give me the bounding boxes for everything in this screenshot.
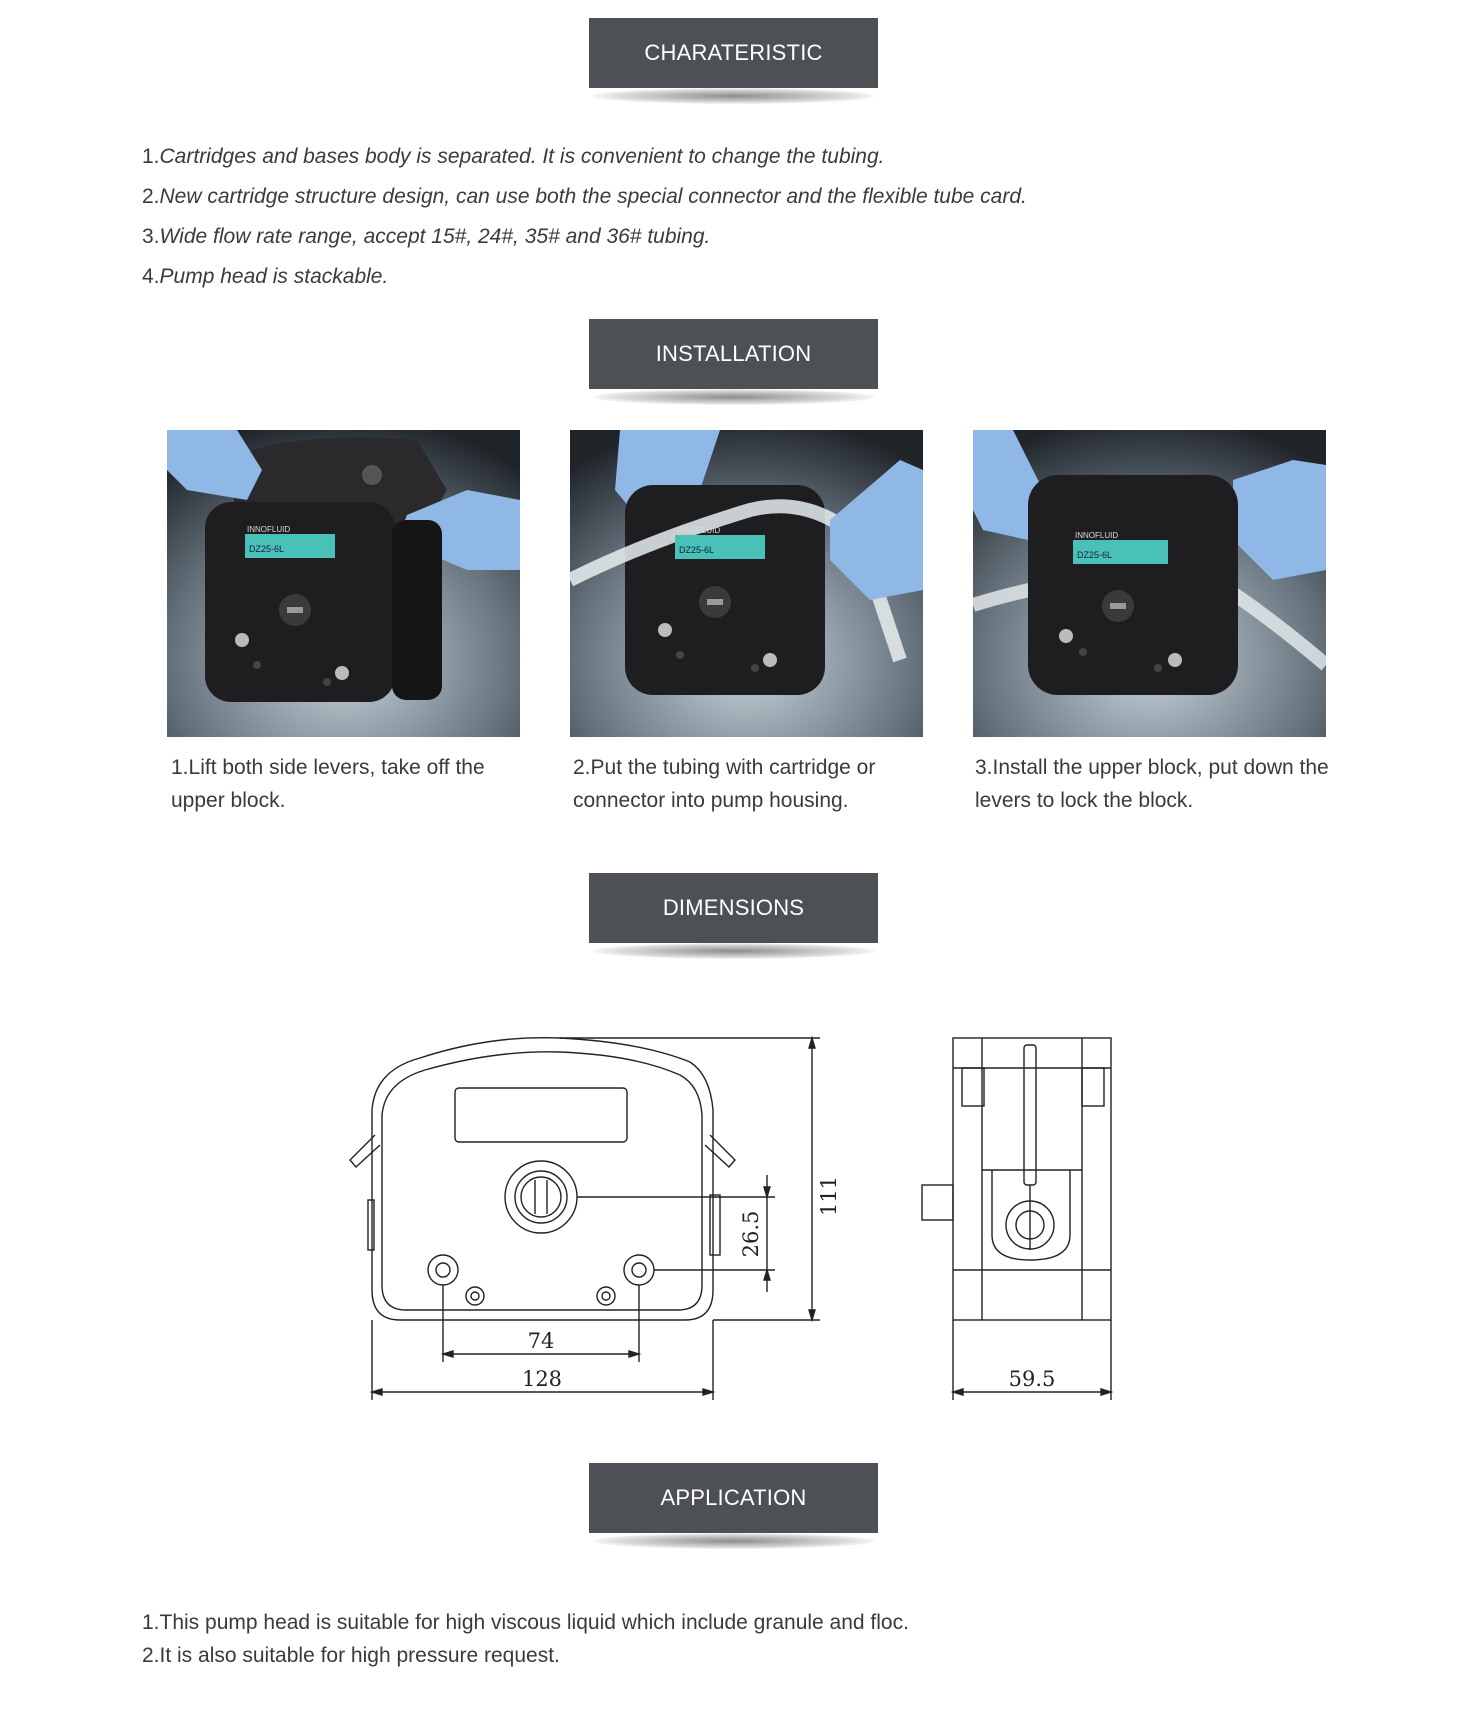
header-shadow — [592, 88, 875, 104]
list-item: 1.Cartridges and bases body is separated. It is convenient to change the tubing. — [142, 145, 885, 168]
installation-photo-step-3 — [973, 430, 1326, 737]
header-shadow — [592, 389, 875, 405]
section-header-charateristic — [589, 18, 878, 88]
svg-text:DZ25-6L: DZ25-6L — [1077, 550, 1113, 560]
list-item: 1.This pump head is suitable for high viscous liquid which include granule and floc. — [142, 1611, 909, 1634]
svg-text:INNOFLUID: INNOFLUID — [247, 525, 291, 534]
list-item: 2.New cartridge structure design, can use both the special connector and the flexible tube card. — [142, 185, 1027, 208]
installation-caption-step-3: 3.Install the upper block, put down the levers to lock the block. — [975, 756, 1329, 812]
section-header-application — [589, 1463, 878, 1533]
section-title: DIMENSIONS — [662, 895, 805, 920]
svg-text:DZ25-6L: DZ25-6L — [249, 544, 285, 554]
svg-text:INNOFLUID: INNOFLUID — [1075, 531, 1119, 540]
list-item: 4.Pump head is stackable. — [142, 265, 389, 288]
header-shadow — [592, 943, 875, 959]
installation-caption-step-2: 2.Put the tubing with cartridge or connector into pump housing. — [573, 756, 876, 812]
list-item: 3.Wide flow rate range, accept 15#, 24#, 35# and 36# tubing. — [142, 225, 711, 248]
characteristics-list — [142, 137, 1027, 297]
installation-caption-step-1: 1.Lift both side levers, take off the upper block. — [171, 756, 485, 812]
section-header-installation — [589, 319, 878, 389]
dimension-center-offset-label: 26.5 — [739, 1210, 763, 1258]
dimension-width-label: 128 — [521, 1367, 563, 1391]
section-title: INSTALLATION — [655, 341, 812, 366]
dimension-depth-label: 59.5 — [1008, 1367, 1056, 1391]
section-header-dimensions — [589, 873, 878, 943]
application-list — [142, 1606, 909, 1672]
header-shadow — [592, 1533, 875, 1549]
section-title: CHARATERISTIC — [644, 40, 823, 65]
dimension-drawing — [330, 1020, 1130, 1420]
dimension-hole-spacing-label: 74 — [527, 1329, 555, 1353]
installation-photo-step-2 — [570, 430, 923, 737]
dimension-height-label: 111 — [817, 1175, 841, 1217]
svg-text:INNOFLUID: INNOFLUID — [677, 526, 721, 535]
section-title: APPLICATION — [660, 1485, 807, 1510]
list-item: 2.It is also suitable for high pressure request. — [142, 1644, 560, 1667]
installation-photo-step-1 — [167, 430, 520, 737]
svg-text:DZ25-6L: DZ25-6L — [679, 545, 715, 555]
